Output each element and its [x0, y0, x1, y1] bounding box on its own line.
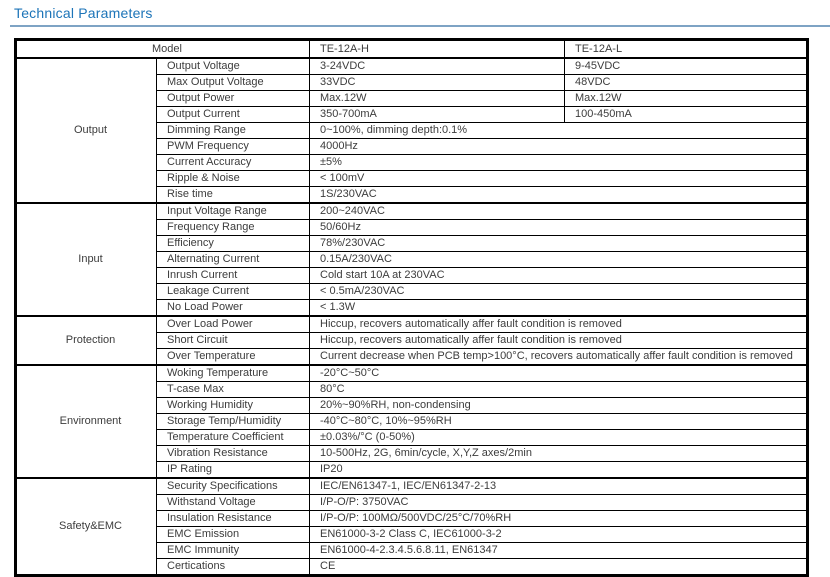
table-header-row: [16, 40, 808, 59]
param-name-output-power: Output Power: [157, 91, 310, 107]
param-value-both-models: EN61000-4-2.3.4.5.6.8.11, EN61347: [310, 543, 808, 559]
table-row: [16, 365, 808, 382]
param-value-te-12a-l: Max.12W: [565, 91, 808, 107]
model-header-cell: Model: [16, 40, 310, 59]
param-name-frequency-range: Frequency Range: [157, 220, 310, 236]
param-name-vibration-resistance: Vibration Resistance: [157, 446, 310, 462]
param-name-rise-time: Rise time: [157, 187, 310, 204]
param-name-ripple-noise: Ripple & Noise: [157, 171, 310, 187]
param-name-no-load-power: No Load Power: [157, 300, 310, 317]
section-label-input: Input: [16, 203, 157, 316]
param-value-both-models: 20%~90%RH, non-condensing: [310, 398, 808, 414]
param-value-both-models: ±5%: [310, 155, 808, 171]
param-value-te-12a-l: 100-450mA: [565, 107, 808, 123]
param-value-both-models: EN61000-3-2 Class C, IEC61000-3-2: [310, 527, 808, 543]
param-value-both-models: Cold start 10A at 230VAC: [310, 268, 808, 284]
param-name-leakage-current: Leakage Current: [157, 284, 310, 300]
param-name-woking-temperature: Woking Temperature: [157, 365, 310, 382]
param-value-both-models: 10-500Hz, 2G, 6min/cycle, X,Y,Z axes/2min: [310, 446, 808, 462]
param-name-pwm-frequency: PWM Frequency: [157, 139, 310, 155]
param-name-temperature-coefficient: Temperature Coefficient: [157, 430, 310, 446]
page-title: Technical Parameters: [14, 5, 153, 21]
param-name-working-humidity: Working Humidity: [157, 398, 310, 414]
param-value-both-models: < 1.3W: [310, 300, 808, 317]
param-name-ip-rating: IP Rating: [157, 462, 310, 479]
param-name-over-load-power: Over Load Power: [157, 316, 310, 333]
param-value-both-models: Hiccup, recovers automatically affer fault condition is removed: [310, 316, 808, 333]
title-underline-rule: [10, 25, 830, 27]
param-name-over-temperature: Over Temperature: [157, 349, 310, 366]
param-value-both-models: 1S/230VAC: [310, 187, 808, 204]
param-value-te-12a-l: 48VDC: [565, 75, 808, 91]
param-value-te-12a-h: 3-24VDC: [310, 58, 565, 75]
table-row: [16, 316, 808, 333]
param-value-both-models: < 100mV: [310, 171, 808, 187]
param-name-certications: Certications: [157, 559, 310, 576]
param-value-both-models: 200~240VAC: [310, 203, 808, 220]
param-name-output-voltage: Output Voltage: [157, 58, 310, 75]
param-value-both-models: IP20: [310, 462, 808, 479]
param-name-t-case-max: T-case Max: [157, 382, 310, 398]
table-row: [16, 203, 808, 220]
param-value-both-models: 78%/230VAC: [310, 236, 808, 252]
param-value-both-models: IEC/EN61347-1, IEC/EN61347-2-13: [310, 478, 808, 495]
section-label-environment: Environment: [16, 365, 157, 478]
param-value-te-12a-h: 33VDC: [310, 75, 565, 91]
param-name-current-accuracy: Current Accuracy: [157, 155, 310, 171]
param-value-both-models: 0.15A/230VAC: [310, 252, 808, 268]
param-name-storage-temp-humidity: Storage Temp/Humidity: [157, 414, 310, 430]
param-name-alternating-current: Alternating Current: [157, 252, 310, 268]
param-value-both-models: -40°C~80°C, 10%~95%RH: [310, 414, 808, 430]
param-value-te-12a-h: 350-700mA: [310, 107, 565, 123]
model-column-header-te-12a-l: TE-12A-L: [565, 40, 808, 59]
param-name-output-current: Output Current: [157, 107, 310, 123]
table-row: [16, 58, 808, 75]
tech-table-body: [16, 40, 808, 576]
param-name-dimming-range: Dimming Range: [157, 123, 310, 139]
spec-table: [14, 38, 809, 577]
param-name-max-output-voltage: Max Output Voltage: [157, 75, 310, 91]
technical-parameters-table: [14, 38, 809, 577]
param-value-te-12a-l: 9-45VDC: [565, 58, 808, 75]
param-value-both-models: -20°C~50°C: [310, 365, 808, 382]
param-value-both-models: Hiccup, recovers automatically affer fault condition is removed: [310, 333, 808, 349]
param-name-input-voltage-range: Input Voltage Range: [157, 203, 310, 220]
param-value-both-models: I/P-O/P: 3750VAC: [310, 495, 808, 511]
model-column-header-te-12a-h: TE-12A-H: [310, 40, 565, 59]
param-name-security-specifications: Security Specifications: [157, 478, 310, 495]
section-label-protection: Protection: [16, 316, 157, 365]
param-value-both-models: ±0.03%/°C (0-50%): [310, 430, 808, 446]
table-row: [16, 478, 808, 495]
param-name-short-circuit: Short Circuit: [157, 333, 310, 349]
section-label-safety-emc: Safety&EMC: [16, 478, 157, 576]
param-name-emc-emission: EMC Emission: [157, 527, 310, 543]
param-name-insulation-resistance: Insulation Resistance: [157, 511, 310, 527]
param-value-both-models: 80°C: [310, 382, 808, 398]
param-value-both-models: Current decrease when PCB temp>100°C, recovers automatically affer fault condition is removed: [310, 349, 808, 366]
param-value-both-models: I/P-O/P: 100MΩ/500VDC/25°C/70%RH: [310, 511, 808, 527]
param-name-emc-immunity: EMC Immunity: [157, 543, 310, 559]
section-label-output: Output: [16, 58, 157, 203]
param-value-both-models: 0~100%, dimming depth:0.1%: [310, 123, 808, 139]
param-value-both-models: CE: [310, 559, 808, 576]
param-value-both-models: 50/60Hz: [310, 220, 808, 236]
param-value-both-models: < 0.5mA/230VAC: [310, 284, 808, 300]
param-name-efficiency: Efficiency: [157, 236, 310, 252]
param-value-both-models: 4000Hz: [310, 139, 808, 155]
param-name-inrush-current: Inrush Current: [157, 268, 310, 284]
param-name-withstand-voltage: Withstand Voltage: [157, 495, 310, 511]
param-value-te-12a-h: Max.12W: [310, 91, 565, 107]
